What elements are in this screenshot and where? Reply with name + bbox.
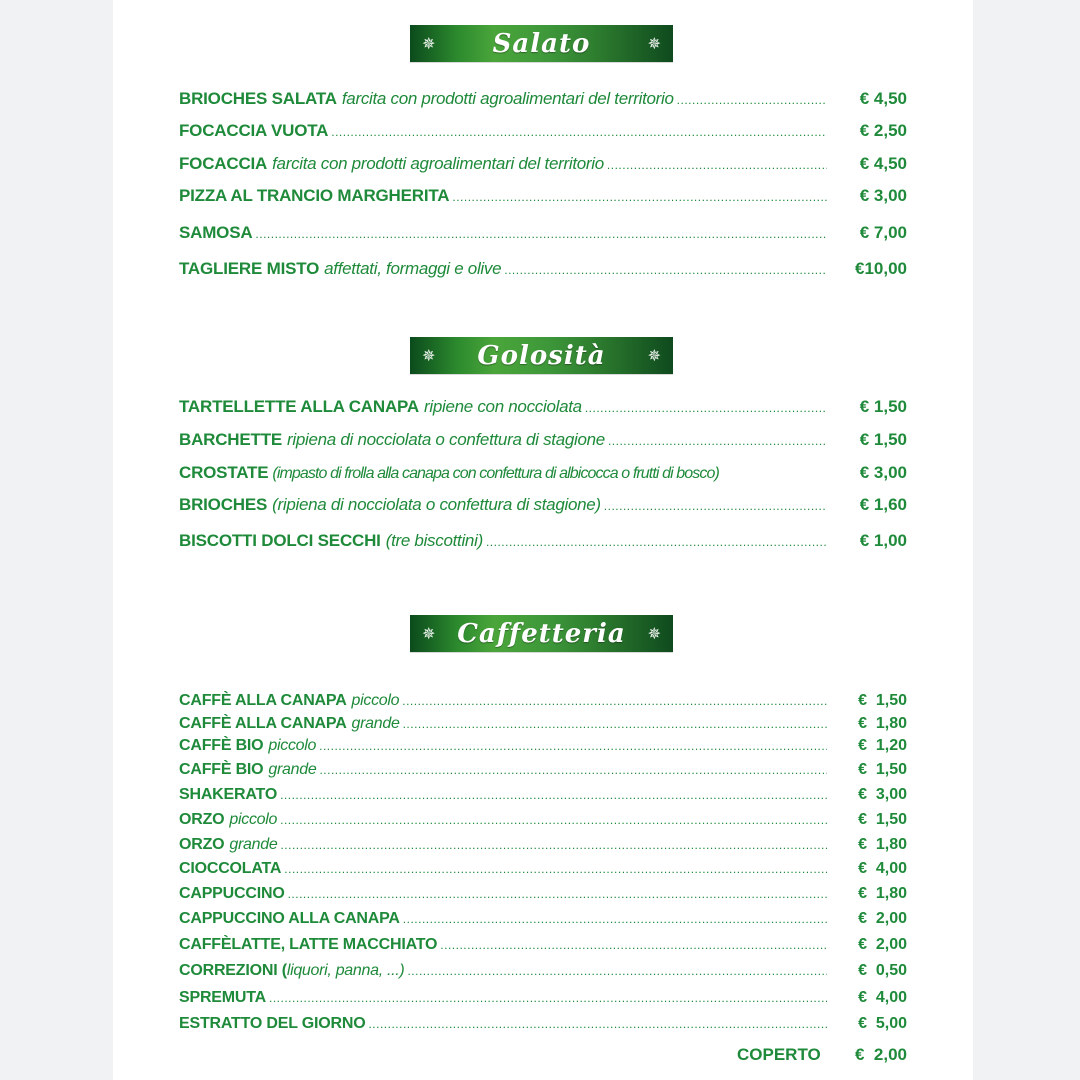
item-description: (impasto di frolla alla canapa con confettura di albicocca o frutti di bosco) <box>272 465 719 482</box>
item-name: BARCHETTE <box>179 430 283 449</box>
item-price: € 1,50 <box>859 430 907 449</box>
item-description: piccolo <box>351 692 400 709</box>
item-name: SHAKERATO <box>179 786 278 803</box>
item-name: CORREZIONI ( <box>179 962 287 979</box>
item-name: CAPPUCCINO ALLA CANAPA <box>179 910 400 927</box>
section-title: Caffetteria <box>457 618 626 649</box>
hemp-leaf-icon: ✵ <box>422 35 436 53</box>
item-price: € 4,00 <box>858 860 907 877</box>
menu-item <box>179 396 907 418</box>
hemp-leaf-icon: ✵ <box>647 35 661 53</box>
hemp-leaf-icon: ✵ <box>647 625 661 643</box>
item-price: € 1,00 <box>859 531 907 550</box>
item-price: € 1,80 <box>858 836 907 853</box>
item-description: piccolo <box>229 811 278 828</box>
item-name: FOCACCIA <box>179 154 268 173</box>
menu-item <box>179 153 907 175</box>
item-price: € 3,00 <box>859 463 907 482</box>
item-price: € 0,50 <box>858 962 907 979</box>
item-price: € 2,00 <box>858 910 907 927</box>
menu-page <box>113 0 973 1080</box>
item-price: € 2,50 <box>859 121 907 140</box>
item-price: € 7,00 <box>859 223 907 242</box>
item-description: (tre biscottini) <box>385 531 483 550</box>
coperto-price: € 2,00 <box>855 1045 907 1064</box>
item-description: ripiene con nocciolata <box>423 397 582 416</box>
menu-item <box>179 935 907 955</box>
item-price: € 4,50 <box>859 154 907 173</box>
menu-item <box>179 859 907 879</box>
item-description: farcita con prodotti agroalimentari del territorio <box>272 154 604 173</box>
menu-item <box>179 909 907 929</box>
menu-item <box>179 462 907 484</box>
menu-item <box>179 714 907 734</box>
item-name: TAGLIERE MISTO <box>179 259 320 278</box>
item-price: € 1,50 <box>859 397 907 416</box>
menu-item <box>179 760 907 780</box>
item-price: € 1,60 <box>859 495 907 514</box>
item-description: (ripiena di nocciolata o confettura di stagione) <box>272 495 601 514</box>
item-description: grande <box>229 836 278 853</box>
item-name: SAMOSA <box>179 223 253 242</box>
item-name: CAFFÈ BIO <box>179 737 264 754</box>
item-description: piccolo <box>268 737 317 754</box>
menu-item <box>179 691 907 711</box>
item-price: € 3,00 <box>858 786 907 803</box>
item-name: CAFFÈ BIO <box>179 761 264 778</box>
coperto-label: COPERTO <box>737 1045 821 1064</box>
menu-item <box>179 810 907 830</box>
section-banner-salato <box>410 25 673 62</box>
menu-item <box>179 785 907 805</box>
menu-item <box>179 222 907 244</box>
menu-item <box>179 961 907 981</box>
menu-item <box>179 884 907 904</box>
item-name: PIZZA AL TRANCIO MARGHERITA <box>179 186 450 205</box>
section-banner-caffetteria <box>410 615 673 652</box>
item-name: SPREMUTA <box>179 989 266 1006</box>
item-description: liquori, panna, ...) <box>286 962 405 979</box>
item-price: € 1,50 <box>858 761 907 778</box>
item-price: € 4,50 <box>859 89 907 108</box>
menu-item <box>179 494 907 516</box>
item-name: CIOCCOLATA <box>179 860 282 877</box>
item-description: grande <box>268 761 317 778</box>
section-title: Golosità <box>477 340 606 371</box>
item-description: affettati, formaggi e olive <box>324 259 502 278</box>
item-description: grande <box>351 715 400 732</box>
item-name: ESTRATTO DEL GIORNO <box>179 1015 366 1032</box>
item-price: € 1,20 <box>858 737 907 754</box>
item-price: € 1,80 <box>858 715 907 732</box>
item-price: € 1,80 <box>858 885 907 902</box>
item-name: CROSTATE <box>179 463 269 482</box>
coperto-row <box>737 1044 907 1066</box>
item-name: ORZO <box>179 836 225 853</box>
item-name: BRIOCHES SALATA <box>179 89 337 108</box>
menu-item <box>179 429 907 451</box>
menu-item <box>179 1014 907 1034</box>
item-description: ripiena di nocciolata o confettura di stagione <box>287 430 605 449</box>
item-name: CAFFÈLATTE, LATTE MACCHIATO <box>179 936 438 953</box>
item-name: TARTELLETTE ALLA CANAPA <box>179 397 419 416</box>
menu-item <box>179 88 907 110</box>
hemp-leaf-icon: ✵ <box>422 625 436 643</box>
hemp-leaf-icon: ✵ <box>647 347 661 365</box>
item-price: € 1,50 <box>858 811 907 828</box>
item-name: ORZO <box>179 811 225 828</box>
menu-item <box>179 736 907 756</box>
item-name: FOCACCIA VUOTA <box>179 121 329 140</box>
item-price: € 3,00 <box>859 186 907 205</box>
menu-item <box>179 835 907 855</box>
item-name: CAFFÈ ALLA CANAPA <box>179 692 347 709</box>
menu-item <box>179 988 907 1008</box>
item-price: € 1,50 <box>858 692 907 709</box>
item-name: CAFFÈ ALLA CANAPA <box>179 715 347 732</box>
hemp-leaf-icon: ✵ <box>422 347 436 365</box>
menu-item <box>179 120 907 142</box>
item-name: CAPPUCCINO <box>179 885 285 902</box>
item-name: BRIOCHES <box>179 495 268 514</box>
section-banner-golosita <box>410 337 673 374</box>
menu-item <box>179 258 907 280</box>
menu-item <box>179 530 907 552</box>
item-price: € 4,00 <box>858 989 907 1006</box>
item-name: BISCOTTI DOLCI SECCHI <box>179 531 381 550</box>
item-description: farcita con prodotti agroalimentari del territorio <box>341 89 674 108</box>
item-price: € 5,00 <box>858 1015 907 1032</box>
menu-item <box>179 185 907 207</box>
section-title: Salato <box>492 28 591 59</box>
item-price: € 2,00 <box>858 936 907 953</box>
item-price: €10,00 <box>855 259 907 278</box>
